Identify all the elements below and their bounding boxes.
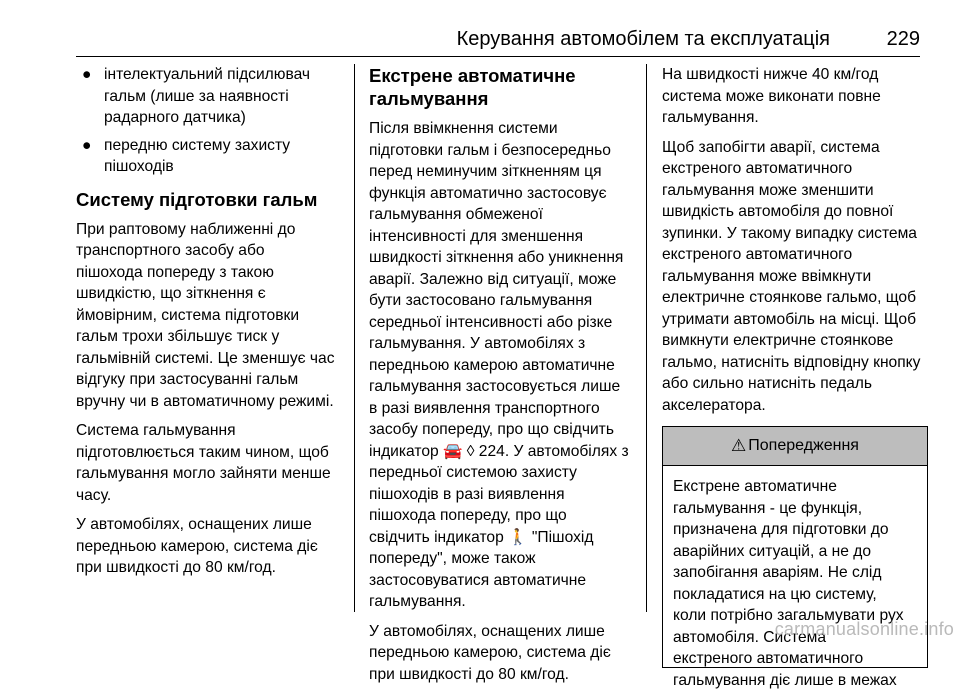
- warning-text: Екстрене автоматичне гальмування - це функція, призначена для підготовки до аварійних ситуацій, а не до запобігання аваріям. Не слід покладатися на цю систему, коли потрібно загальмувати рух автомобіля. Система екстреного автоматичного гальмування діє лише в межах: [673, 478, 904, 689]
- paragraph: Після ввімкнення системи підготовки гальм і безпосередньо перед неминучим зіткненням ця функція автоматично застосовує гальмування обмеженої інтенсивності для зменшення швидкості зіткнення або уникнення аварії. Залежно від ситуації, може бути застосовано гальмування середньої інтенсивності або різке гальмування. У автомобілях з передньою камерою автоматичне гальмування застосовується лише в разі виявлення транспортного засобу попереду, про що свідчить індикатор 🚘 ◊ 224. У автомобілях з передньої системою захисту пішоходів в разі виявлення пішохода попереду, про що свідчить індикатор 🚶 "Пішохід попереду", може також застосовуватися автоматичне гальмування.: [369, 120, 629, 610]
- section-heading: Систему підготовки гальм: [76, 188, 318, 210]
- warning-header: [663, 427, 927, 466]
- column-divider: [646, 64, 647, 612]
- paragraph: Щоб запобігти аварії, система екстреного автоматичного гальмування може зменшити швидкість автомобіля до повної зупинки. У такому випадку система екстреного автоматичного гальмування може ввімкнути електричне стоянкове гальмо, щоб утримати автомобіль на місці. Щоб вимкнути електричне стоянкове гальмо, натисніть відповідну кнопку або сильно натисніть педаль акселератора.: [662, 138, 921, 414]
- paragraph: На швидкості нижче 40 км/год система може виконати повне гальмування.: [662, 66, 881, 126]
- column-2: [369, 64, 635, 693]
- bullet-icon: ●: [82, 136, 92, 154]
- column-1: [76, 64, 342, 587]
- list-item: ● інтелектуальний підсилювач гальм (лише за наявності радарного датчика): [82, 66, 311, 126]
- warning-icon: ⚠: [731, 436, 747, 456]
- bullet-icon: ●: [82, 66, 92, 83]
- page-header: [76, 26, 920, 57]
- header-title: Керування автомобілем та експлуатація: [456, 28, 830, 50]
- paragraph: При раптовому наближенні до транспортного засобу або пішохода попереду з такою швидкістю, що зіткнення є ймовірним, система підготовки гальм трохи збільшує тиск у гальмівній системі. Це зменшує час відгуку при застосуванні гальм вручну чи в автоматичному режимі.: [76, 220, 335, 410]
- section-heading: Екстрене автоматичне гальмування: [369, 65, 576, 109]
- paragraph: Система гальмування підготовлюється таким чином, щоб гальмування могло зайняти менше часу.: [76, 422, 331, 504]
- page-number: 229: [886, 28, 920, 50]
- warning-title: Попередження: [748, 437, 859, 455]
- feature-list: [76, 64, 342, 178]
- paragraph: У автомобілях, оснащених лише передньою камерою, система діє при швидкості до 80 км/год.: [76, 516, 318, 576]
- paragraph: У автомобілях, оснащених лише передньою камерою, система діє при швидкості до 80 км/год.: [369, 622, 611, 683]
- column-divider: [354, 64, 355, 612]
- column-3: [662, 64, 928, 689]
- list-item: ● передню систему захисту пішоходів: [82, 136, 291, 175]
- watermark: carmanualsonline.info: [774, 619, 954, 639]
